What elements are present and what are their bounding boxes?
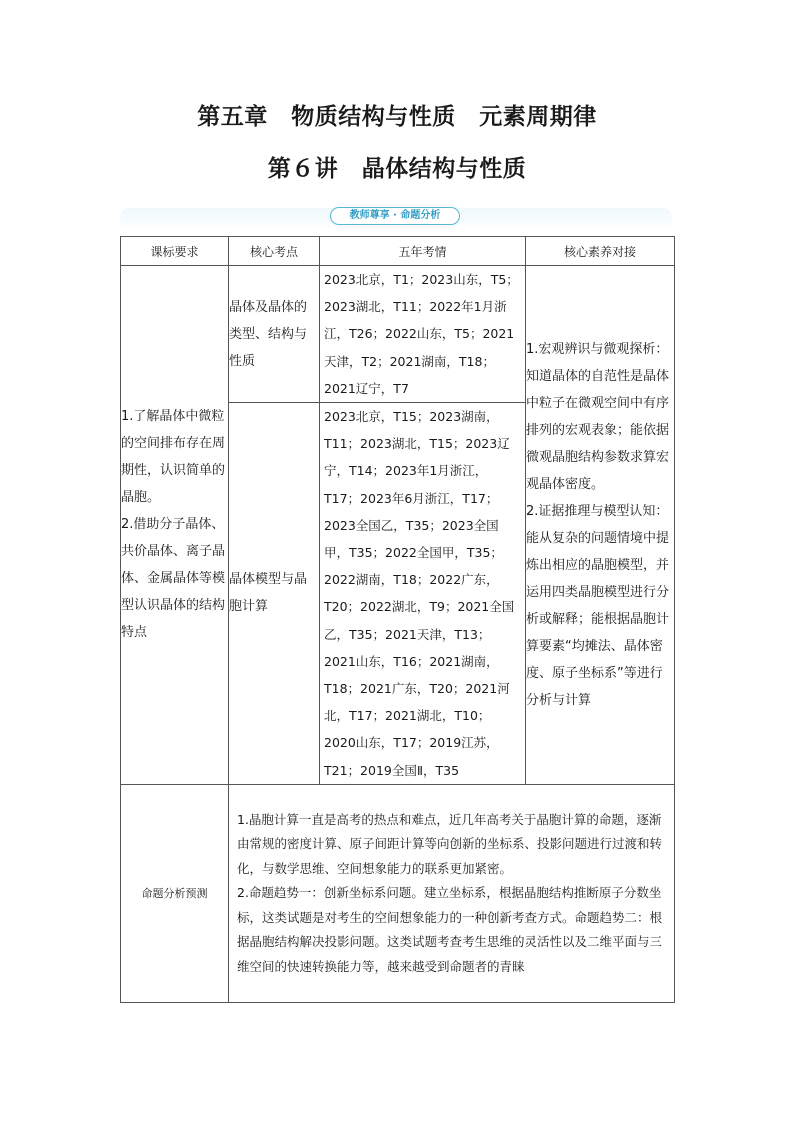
curriculum-cell bbox=[121, 266, 229, 785]
header-five-year: 五年考情 bbox=[320, 237, 526, 266]
analysis-table bbox=[120, 236, 675, 1003]
prediction-item: 1.晶胞计算一直是高考的热点和难点，近几年高考关于晶胞计算的命题，逐渐由常规的密度计算、原子间距计算等向创新的坐标系、投影问题进行过渡和转化，与数学思维、空间想象能力的联系更加紧密。 bbox=[237, 811, 663, 876]
prediction-cell bbox=[229, 784, 675, 1002]
exam-cell: 2023北京，T15；2023湖南，T11；2023湖北，T15；2023辽宁，T14；2023年1月浙江，T17；2023年6月浙江，T17；2023全国乙，T35；2023全国甲，T35；2022全国甲，T35；2022湖南，T18；2022广东，T20；2022湖北，T9；2021全国乙，T35；2021天津，T13；2021山东，T16；2021湖南，T18；2021广东，T20；2021河北，T17；2021湖北，T10；2020山东，T17；2019江苏，T21；2019全国Ⅱ，T35 bbox=[320, 403, 526, 785]
chapter-title: 第五章 物质结构与性质 元素周期律 bbox=[197, 104, 597, 130]
literacy-item: 2.证据推理与模型认知：能从复杂的问题情境中提炼出相应的晶胞模型，并运用四类晶胞模型进行分析或解释；能根据晶胞计算要素“均摊法、晶体密度、原子坐标系”等进行分析与计算 bbox=[526, 503, 670, 708]
banner-label: 教师尊享 · 命题分析 bbox=[330, 207, 460, 225]
header-literacy: 核心素养对接 bbox=[526, 237, 675, 266]
table-row bbox=[121, 266, 675, 403]
exam-cell: 2023北京，T1；2023山东，T5；2023湖北，T11；2022年1月浙江，T26；2022山东，T5；2021天津，T2；2021湖南，T18；2021辽宁，T7 bbox=[320, 266, 526, 403]
prediction-item: 2.命题趋势一：创新坐标系问题。建立坐标系，根据晶胞结构推断原子分数坐标，这类试题是对考生的空间想象能力的一种创新考查方式。命题趋势二：根据晶胞结构解决投影问题。这类试题考查考生思维的灵活性以及二维平面与三维空间的快速转换能力等，越来越受到命题者的青睐 bbox=[237, 885, 663, 974]
header-curriculum: 课标要求 bbox=[121, 237, 229, 266]
curriculum-item: 1.了解晶体中微粒的空间排布存在周期性，认识简单的晶胞。 bbox=[121, 409, 226, 506]
header-core-topic: 核心考点 bbox=[229, 237, 320, 266]
literacy-cell bbox=[526, 266, 675, 785]
table-row bbox=[121, 784, 675, 1002]
lecture-title: 第６讲 晶体结构与性质 bbox=[267, 156, 527, 182]
topic-cell: 晶体模型与晶胞计算 bbox=[229, 403, 320, 785]
topic-cell: 晶体及晶体的类型、结构与性质 bbox=[229, 266, 320, 403]
table-header-row bbox=[121, 237, 675, 266]
teacher-banner bbox=[120, 206, 672, 230]
curriculum-item: 2.借助分子晶体、共价晶体、离子晶体、金属晶体等模型认识晶体的结构特点 bbox=[121, 517, 226, 641]
literacy-item: 1.宏观辨识与微观探析：知道晶体的自范性是晶体中粒子在微观空间中有序排列的宏观表象；能依据微观晶胞结构参数求算宏观晶体密度。 bbox=[526, 341, 670, 492]
prediction-label: 命题分析预测 bbox=[121, 784, 229, 1002]
